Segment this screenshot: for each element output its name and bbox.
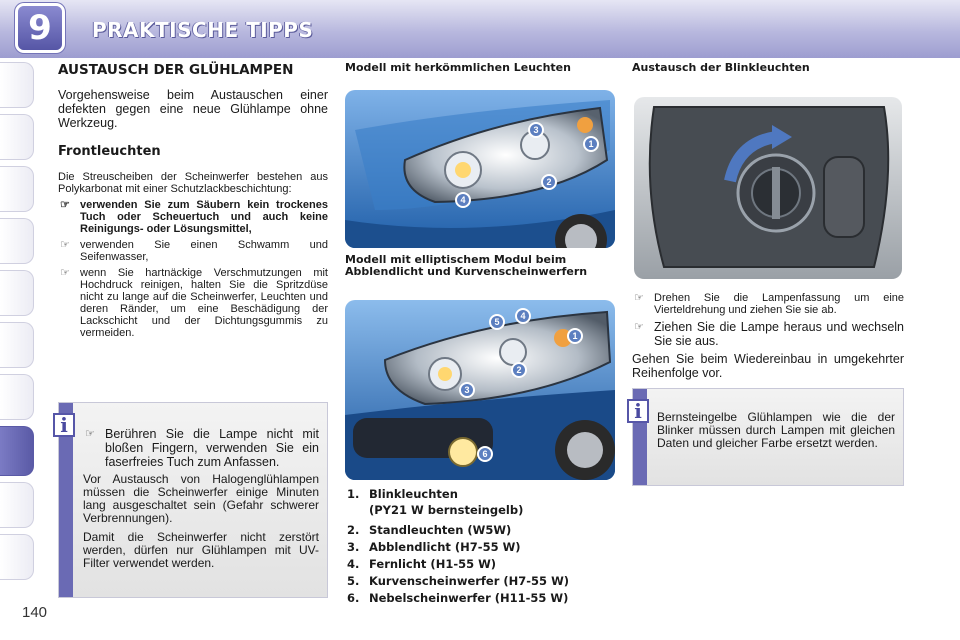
info-icon: i — [627, 399, 649, 423]
section-title: AUSTAUSCH DER GLÜHLAMPEN — [58, 62, 294, 78]
info-box-halogen — [58, 402, 328, 598]
callout-number-4: 4 — [515, 308, 531, 324]
callout-number-3: 3 — [459, 382, 475, 398]
info-paragraph: Vor Austausch von Halogenglühlampen müssen die Scheinwerfer einige Minuten lang ausgeschaltet sein (Gefahr schwerer Verbrennungen). — [83, 472, 319, 525]
list-item: ☞ verwenden Sie einen Schwamm und Seifenwasser, — [60, 239, 328, 263]
chapter-tab[interactable] — [0, 270, 34, 316]
callout-number-1: 1 — [583, 136, 599, 152]
callout-number-2: 2 — [511, 362, 527, 378]
chapter-tab[interactable] — [0, 322, 34, 368]
chapter-tab[interactable] — [0, 166, 34, 212]
pointing-hand-icon: ☞ — [634, 292, 644, 304]
instruction-list — [632, 292, 904, 316]
reassembly-text: Gehen Sie beim Wiedereinbau in umgekehrter Reihenfolge vor. — [632, 352, 904, 380]
chapter-badge: 9 — [18, 6, 62, 50]
indicator-instructions — [632, 288, 904, 382]
cleaning-list — [58, 199, 328, 339]
info-content — [83, 423, 319, 572]
list-item: ☞ wenn Sie hartnäckige Verschmutzungen mit Hochdruck reinigen, halten Sie die Spritzdüse nicht zu lange auf die Scheinwerfer, Leuchten und deren Ränder, um eine Beschädigung der Lackschicht und der Dichtungsgummis zu vermeiden. — [60, 267, 328, 339]
list-item: 1. Blinkleuchten (PY21 W bernsteingelb) — [347, 487, 524, 517]
chapter-tabs — [0, 62, 40, 586]
intro-text: Vorgehensweise beim Austauschen einer defekten gegen eine neue Glühlampe ohne Werkzeug. — [58, 88, 328, 130]
callout-number-2: 2 — [541, 174, 557, 190]
model-caption-elliptical: Modell mit elliptischem Modul beim Abblendlicht und Kurvenscheinwerfern — [345, 253, 588, 278]
indicator-title: Austausch der Blinkleuchten — [632, 61, 810, 74]
pointing-hand-icon: ☞ — [85, 428, 95, 440]
callout-number-3: 3 — [528, 122, 544, 138]
callouts-conventional — [345, 90, 615, 248]
info-content — [657, 411, 895, 452]
page-header — [0, 0, 960, 58]
column-indicator-replacement — [632, 62, 904, 74]
list-item: ☞ Berühren Sie die Lampe nicht mit bloßen Fingern, verwenden Sie ein faserfreies Tuch zum Anfassen. — [85, 427, 319, 469]
chapter-tab[interactable] — [0, 374, 34, 420]
info-list — [83, 427, 319, 469]
chapter-tab[interactable] — [0, 114, 34, 160]
callout-number-1: 1 — [567, 328, 583, 344]
list-item: 6. Nebelscheinwerfer (H11-55 W) — [347, 591, 569, 605]
pointing-hand-icon: ☞ — [60, 239, 70, 251]
list-item: ☞ verwenden Sie zum Säubern kein trockenes Tuch oder Scheuertuch und auch keine Reinigungs- oder Lösungsmittel, — [60, 199, 328, 235]
column-bulb-replacement — [58, 62, 328, 343]
list-item: 4. Fernlicht (H1-55 W) — [347, 557, 497, 571]
column-headlight-models-2 — [345, 254, 620, 278]
list-item: ☞ Drehen Sie die Lampenfassung um eine Vierteldrehung und ziehen Sie sie ab. — [634, 292, 904, 316]
model-caption-conventional: Modell mit herkömmlichen Leuchten — [345, 61, 571, 74]
chapter-title: PRAKTISCHE TIPPS — [92, 18, 314, 42]
bulb-list — [345, 486, 620, 606]
subsection-title: Frontleuchten — [58, 144, 161, 159]
info-paragraph: Bernsteingelbe Glühlampen wie die der Blinker müssen durch Lampen mit gleichen Daten und gleicher Farbe ersetzt werden. — [657, 410, 895, 450]
callout-number-6: 6 — [477, 446, 493, 462]
column-headlight-models — [345, 62, 620, 74]
info-paragraph: Damit die Scheinwerfer nicht zerstört werden, dürfen nur Glühlampen mit UV-Filter verwendet werden. — [83, 530, 319, 570]
chapter-tab[interactable] — [0, 62, 34, 108]
callout-number-4: 4 — [455, 192, 471, 208]
callouts-elliptical — [345, 300, 615, 480]
callout-number-5: 5 — [489, 314, 505, 330]
instruction-list — [632, 320, 904, 348]
page-number: 140 — [22, 604, 48, 621]
list-item: 5. Kurvenscheinwerfer (H7-55 W) — [347, 574, 570, 588]
pointing-hand-icon: ☞ — [634, 321, 644, 333]
pointing-hand-icon: ☞ — [60, 199, 70, 211]
list-item: ☞ Ziehen Sie die Lampe heraus und wechseln Sie sie aus. — [634, 320, 904, 348]
pointing-hand-icon: ☞ — [60, 267, 70, 279]
chapter-tab[interactable] — [0, 482, 34, 528]
info-box-amber — [632, 388, 904, 486]
info-icon: i — [53, 413, 75, 437]
lens-description: Die Streuscheiben der Scheinwerfer bestehen aus Polykarbonat mit einer Schutzlackbeschichtung: — [58, 171, 328, 195]
chapter-tab[interactable] — [0, 534, 34, 580]
indicator-photo — [634, 97, 902, 279]
bulb-legend — [345, 486, 620, 606]
chapter-tab[interactable] — [0, 218, 34, 264]
list-item: 3. Abblendlicht (H7-55 W) — [347, 540, 521, 554]
list-item: 2. Standleuchten (W5W) — [347, 523, 512, 537]
chapter-tab-active[interactable] — [0, 426, 34, 476]
